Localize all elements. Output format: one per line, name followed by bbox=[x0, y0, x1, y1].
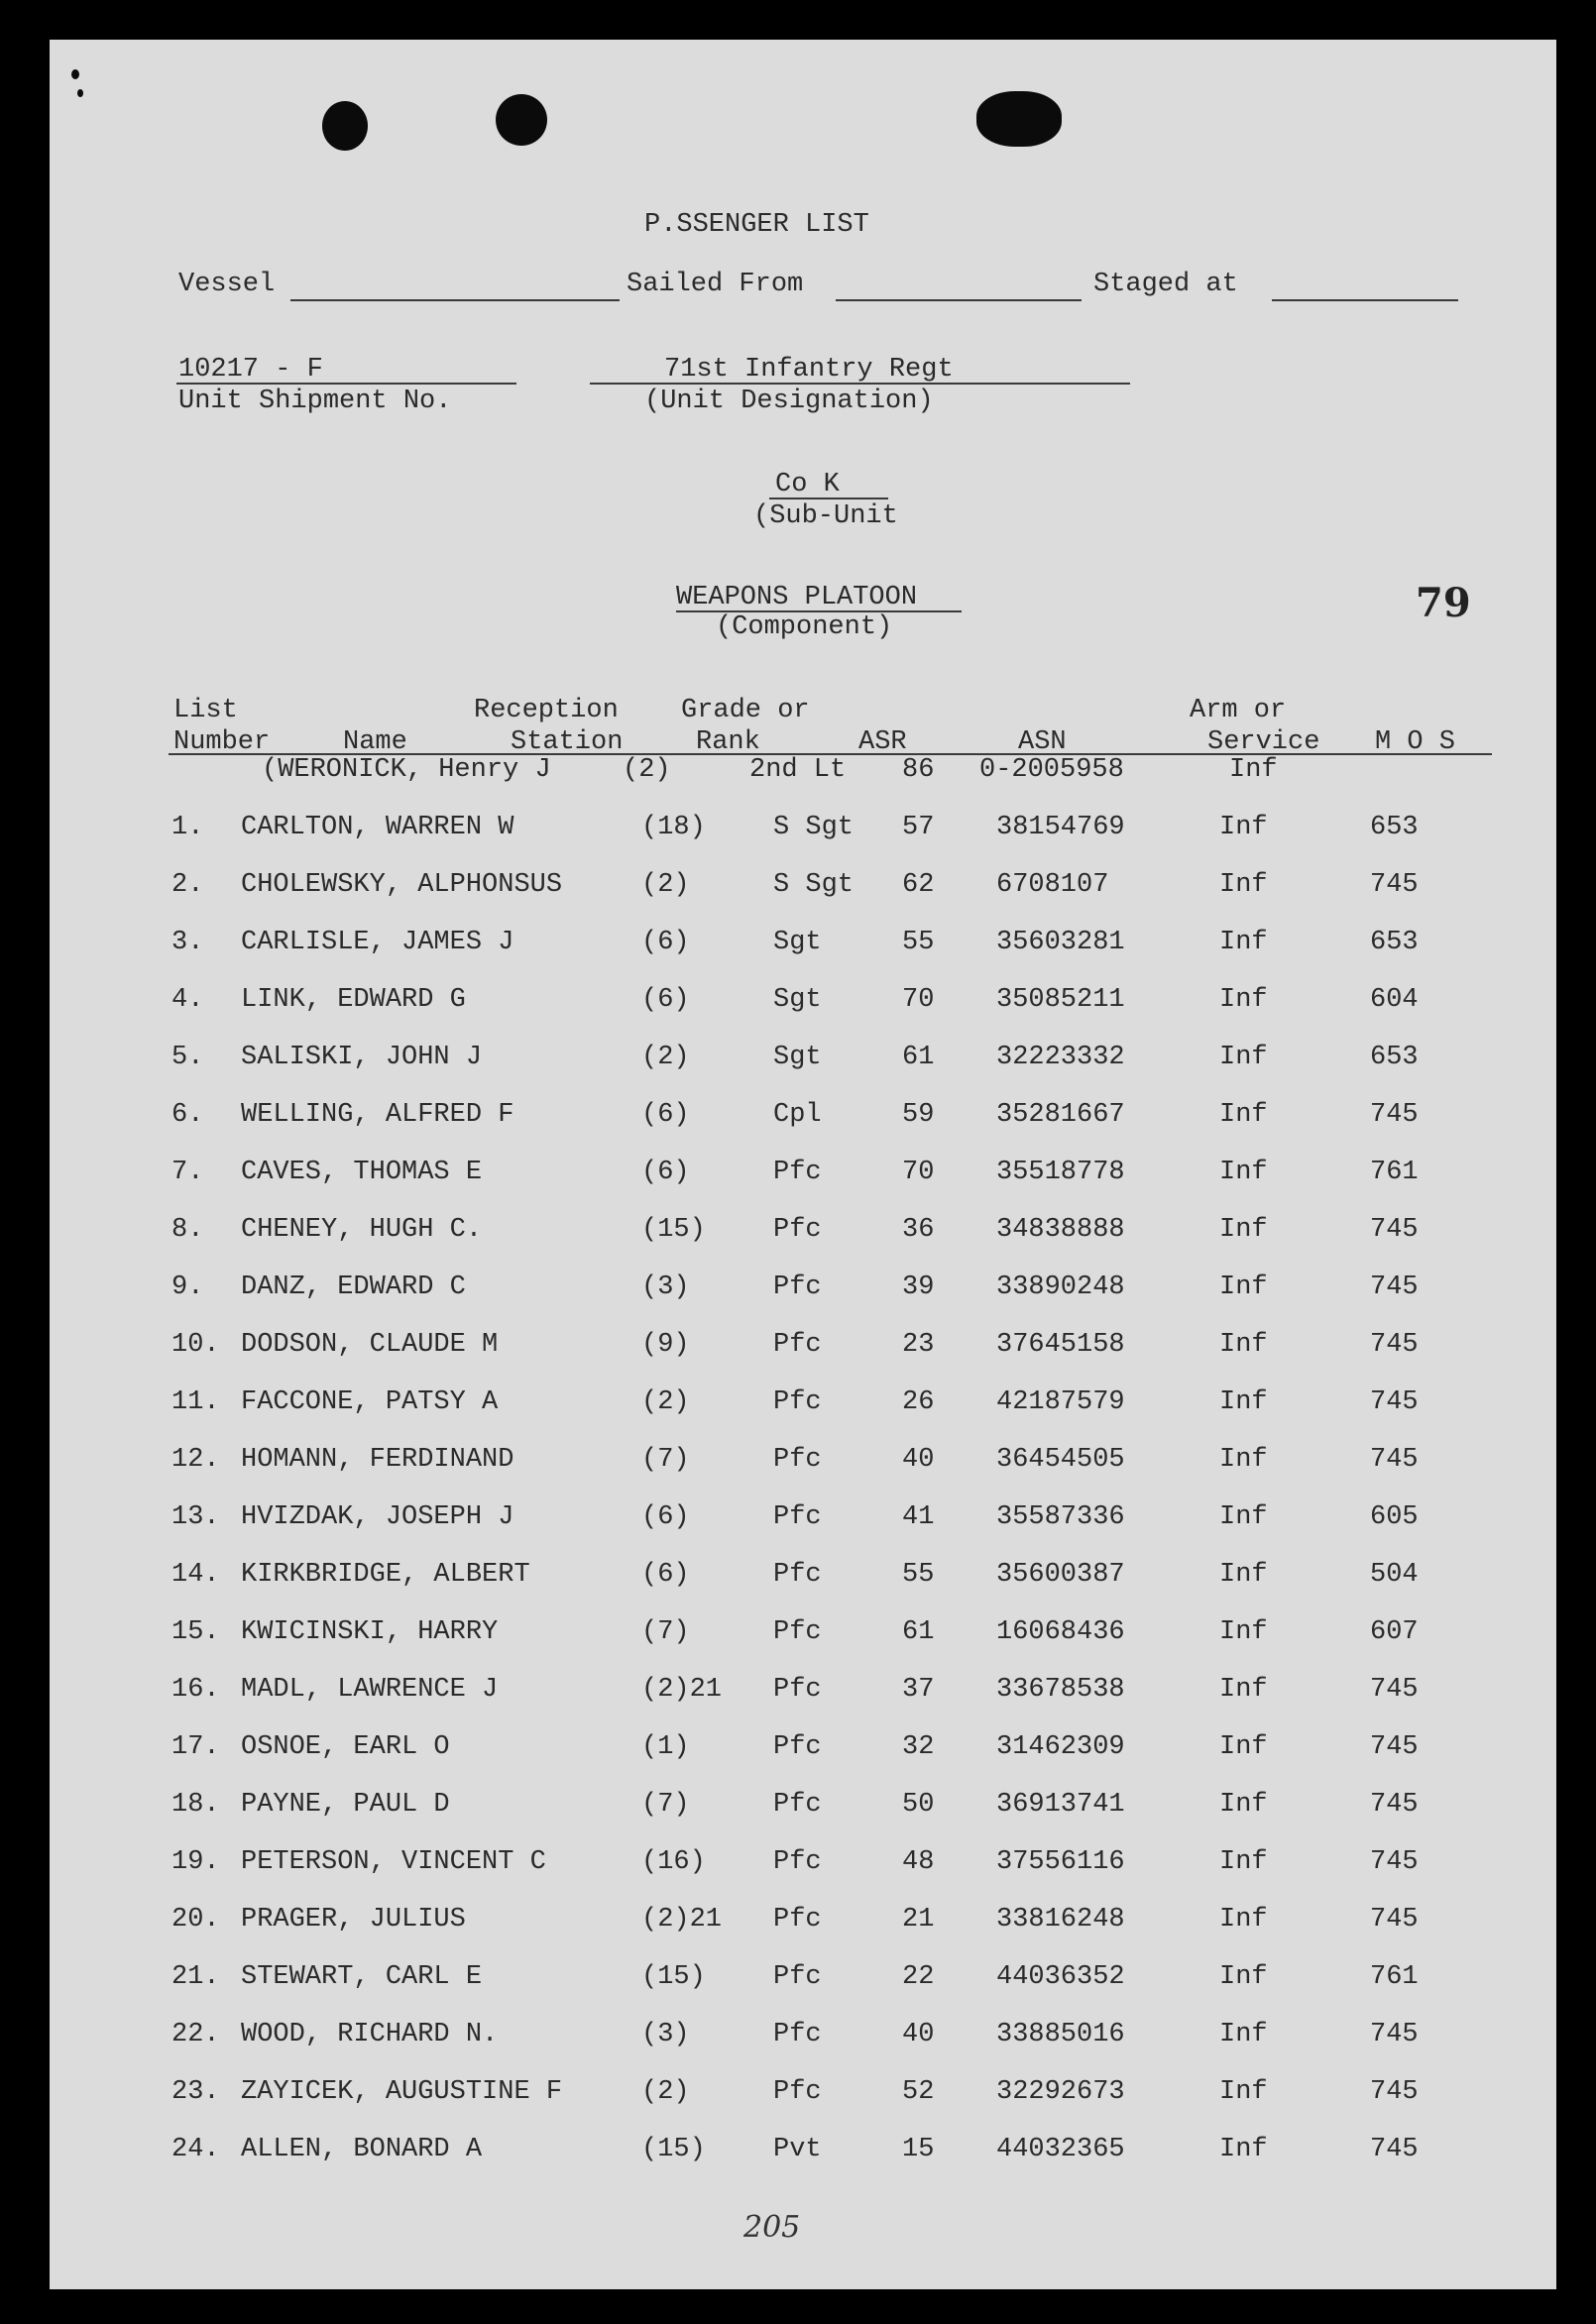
table-row bbox=[50, 1560, 1556, 1600]
arm-service: Inf bbox=[1219, 1790, 1268, 1820]
asr: 37 bbox=[902, 1675, 935, 1705]
header-asr: ASR bbox=[858, 727, 907, 757]
asn: 16068436 bbox=[996, 1617, 1125, 1647]
arm-service: Inf bbox=[1219, 1215, 1268, 1245]
grade: Sgt bbox=[773, 1043, 822, 1072]
asr: 59 bbox=[902, 1100, 935, 1130]
passenger-name: CARLISLE, JAMES J bbox=[241, 928, 514, 957]
grade: Pfc bbox=[773, 1215, 822, 1245]
unit-designation-value: 71st Infantry Regt bbox=[664, 355, 954, 385]
unit-designation-line bbox=[590, 383, 1130, 385]
passenger-name: LINK, EDWARD G bbox=[241, 985, 466, 1015]
asn: 33816248 bbox=[996, 1905, 1125, 1935]
asr: 55 bbox=[902, 1560, 935, 1590]
reception-station: (2)21 bbox=[641, 1905, 723, 1935]
passenger-name: MADL, LAWRENCE J bbox=[241, 1675, 499, 1705]
asn: 37645158 bbox=[996, 1330, 1125, 1360]
asr: 22 bbox=[902, 1962, 935, 1992]
mos: 745 bbox=[1370, 1100, 1419, 1130]
passenger-name: OSNOE, EARL O bbox=[241, 1732, 450, 1762]
mos: 745 bbox=[1370, 1445, 1419, 1475]
arm-service: Inf bbox=[1219, 2020, 1268, 2049]
list-number: 8. bbox=[171, 1215, 204, 1245]
list-number: 4. bbox=[171, 985, 204, 1015]
reception-station: (6) bbox=[641, 1502, 690, 1532]
mos: 745 bbox=[1370, 2077, 1419, 2107]
passenger-name: PETERSON, VINCENT C bbox=[241, 1847, 546, 1877]
mos: 761 bbox=[1370, 1962, 1419, 1992]
arm-service: Inf bbox=[1219, 813, 1268, 842]
reception-station: (2)21 bbox=[641, 1675, 723, 1705]
mos: 745 bbox=[1370, 1732, 1419, 1762]
officer-arm: Inf bbox=[1229, 755, 1278, 785]
list-number: 18. bbox=[171, 1790, 220, 1820]
mos: 745 bbox=[1370, 1273, 1419, 1302]
asn: 38154769 bbox=[996, 813, 1125, 842]
passenger-name: DANZ, EDWARD C bbox=[241, 1273, 466, 1302]
sub-unit-line bbox=[769, 498, 888, 499]
reception-station: (2) bbox=[641, 870, 690, 900]
sailed-from-label: Sailed From bbox=[627, 270, 804, 299]
asr: 40 bbox=[902, 2020, 935, 2049]
grade: Pfc bbox=[773, 1675, 822, 1705]
arm-service: Inf bbox=[1219, 1387, 1268, 1417]
arm-service: Inf bbox=[1219, 1675, 1268, 1705]
list-number: 16. bbox=[171, 1675, 220, 1705]
officer-grade: 2nd Lt bbox=[749, 755, 847, 785]
arm-service: Inf bbox=[1219, 1158, 1268, 1187]
table-row bbox=[50, 1962, 1556, 2002]
asn: 35587336 bbox=[996, 1502, 1125, 1532]
asn: 36913741 bbox=[996, 1790, 1125, 1820]
header-grade-2: Rank bbox=[696, 727, 760, 757]
list-number: 19. bbox=[171, 1847, 220, 1877]
sub-unit-label: (Sub-Unit bbox=[753, 501, 898, 531]
grade: Pfc bbox=[773, 1560, 822, 1590]
reception-station: (15) bbox=[641, 1215, 706, 1245]
shipment-no-label: Unit Shipment No. bbox=[178, 387, 452, 416]
mos: 653 bbox=[1370, 928, 1419, 957]
asn: 44032365 bbox=[996, 2135, 1125, 2164]
table-row bbox=[50, 1732, 1556, 1772]
grade: Sgt bbox=[773, 928, 822, 957]
mos: 653 bbox=[1370, 1043, 1419, 1072]
reception-station: (7) bbox=[641, 1790, 690, 1820]
grade: Pfc bbox=[773, 1158, 822, 1187]
asn: 44036352 bbox=[996, 1962, 1125, 1992]
reception-station: (18) bbox=[641, 813, 706, 842]
asr: 50 bbox=[902, 1790, 935, 1820]
reception-station: (1) bbox=[641, 1732, 690, 1762]
grade: Pfc bbox=[773, 1905, 822, 1935]
asn: 33890248 bbox=[996, 1273, 1125, 1302]
reception-station: (15) bbox=[641, 2135, 706, 2164]
asr: 26 bbox=[902, 1387, 935, 1417]
mos: 504 bbox=[1370, 1560, 1419, 1590]
table-row bbox=[50, 2077, 1556, 2117]
table-row bbox=[50, 1790, 1556, 1829]
asr: 21 bbox=[902, 1905, 935, 1935]
document-page bbox=[50, 40, 1556, 2289]
grade: S Sgt bbox=[773, 870, 855, 900]
arm-service: Inf bbox=[1219, 1905, 1268, 1935]
arm-service: Inf bbox=[1219, 2135, 1268, 2164]
arm-service: Inf bbox=[1219, 1330, 1268, 1360]
list-number: 24. bbox=[171, 2135, 220, 2164]
reception-station: (6) bbox=[641, 985, 690, 1015]
list-number: 5. bbox=[171, 1043, 204, 1072]
list-number: 10. bbox=[171, 1330, 220, 1360]
header-arm-1: Arm or bbox=[1190, 696, 1287, 725]
table-row bbox=[50, 1502, 1556, 1542]
arm-service: Inf bbox=[1219, 1043, 1268, 1072]
reception-station: (2) bbox=[641, 1043, 690, 1072]
reception-station: (2) bbox=[641, 1387, 690, 1417]
asr: 36 bbox=[902, 1215, 935, 1245]
list-number: 3. bbox=[171, 928, 204, 957]
mos: 745 bbox=[1370, 1790, 1419, 1820]
list-number: 12. bbox=[171, 1445, 220, 1475]
table-row bbox=[50, 1215, 1556, 1255]
page-number: 79 bbox=[1416, 580, 1471, 626]
reception-station: (7) bbox=[641, 1445, 690, 1475]
arm-service: Inf bbox=[1219, 870, 1268, 900]
list-number: 21. bbox=[171, 1962, 220, 1992]
sailed-from-line bbox=[836, 299, 1082, 301]
header-reception-1: Reception bbox=[474, 696, 619, 725]
table-row bbox=[50, 2135, 1556, 2174]
reception-station: (6) bbox=[641, 1100, 690, 1130]
header-arm-2: Service bbox=[1207, 727, 1320, 757]
mos: 745 bbox=[1370, 1330, 1419, 1360]
reception-station: (3) bbox=[641, 2020, 690, 2049]
arm-service: Inf bbox=[1219, 1445, 1268, 1475]
passenger-name: PRAGER, JULIUS bbox=[241, 1905, 466, 1935]
table-row bbox=[50, 870, 1556, 910]
asn: 34838888 bbox=[996, 1215, 1125, 1245]
unit-designation-label: (Unit Designation) bbox=[644, 387, 934, 416]
table-row bbox=[50, 2020, 1556, 2059]
list-number: 15. bbox=[171, 1617, 220, 1647]
list-number: 6. bbox=[171, 1100, 204, 1130]
asn: 42187579 bbox=[996, 1387, 1125, 1417]
reception-station: (16) bbox=[641, 1847, 706, 1877]
asr: 41 bbox=[902, 1502, 935, 1532]
mos: 745 bbox=[1370, 870, 1419, 900]
arm-service: Inf bbox=[1219, 1100, 1268, 1130]
passenger-name: HVIZDAK, JOSEPH J bbox=[241, 1502, 514, 1532]
reception-station: (15) bbox=[641, 1962, 706, 1992]
arm-service: Inf bbox=[1219, 1502, 1268, 1532]
arm-service: Inf bbox=[1219, 1732, 1268, 1762]
list-number: 20. bbox=[171, 1905, 220, 1935]
asr: 61 bbox=[902, 1617, 935, 1647]
asr: 55 bbox=[902, 928, 935, 957]
component-label: (Component) bbox=[716, 612, 893, 642]
list-number: 13. bbox=[171, 1502, 220, 1532]
officer-row bbox=[50, 755, 1556, 795]
table-row bbox=[50, 1847, 1556, 1887]
asn: 35603281 bbox=[996, 928, 1125, 957]
grade: Pfc bbox=[773, 2077, 822, 2107]
table-row bbox=[50, 813, 1556, 852]
table-row bbox=[50, 1100, 1556, 1140]
asn: 35518778 bbox=[996, 1158, 1125, 1187]
asr: 23 bbox=[902, 1330, 935, 1360]
grade: Pfc bbox=[773, 1387, 822, 1417]
header-name: Name bbox=[343, 727, 407, 757]
list-number: 22. bbox=[171, 2020, 220, 2049]
list-number: 2. bbox=[171, 870, 204, 900]
sub-unit-value: Co K bbox=[775, 470, 840, 499]
asn: 33678538 bbox=[996, 1675, 1125, 1705]
component-value: WEAPONS PLATOON bbox=[676, 583, 918, 612]
asn: 32292673 bbox=[996, 2077, 1125, 2107]
mos: 653 bbox=[1370, 813, 1419, 842]
mos: 607 bbox=[1370, 1617, 1419, 1647]
asr: 62 bbox=[902, 870, 935, 900]
arm-service: Inf bbox=[1219, 985, 1268, 1015]
asr: 70 bbox=[902, 985, 935, 1015]
grade: Pfc bbox=[773, 1790, 822, 1820]
list-number: 1. bbox=[171, 813, 204, 842]
mos: 745 bbox=[1370, 1675, 1419, 1705]
mos: 745 bbox=[1370, 1847, 1419, 1877]
mos: 745 bbox=[1370, 1905, 1419, 1935]
header-list-2: Number bbox=[173, 727, 271, 757]
asn: 36454505 bbox=[996, 1445, 1125, 1475]
reception-station: (6) bbox=[641, 1158, 690, 1187]
ink-speck bbox=[71, 69, 79, 79]
passenger-name: CHOLEWSKY, ALPHONSUS bbox=[241, 870, 563, 900]
asn: 35281667 bbox=[996, 1100, 1125, 1130]
table-row bbox=[50, 1387, 1556, 1427]
asr: 70 bbox=[902, 1158, 935, 1187]
asn: 32223332 bbox=[996, 1043, 1125, 1072]
officer-station: (2) bbox=[623, 755, 671, 785]
passenger-name: CHENEY, HUGH C. bbox=[241, 1215, 483, 1245]
passenger-name: PAYNE, PAUL D bbox=[241, 1790, 450, 1820]
header-mos: M O S bbox=[1375, 727, 1456, 757]
grade: Pfc bbox=[773, 1732, 822, 1762]
mos: 761 bbox=[1370, 1158, 1419, 1187]
grade: Pfc bbox=[773, 1273, 822, 1302]
header-list-1: List bbox=[173, 696, 238, 725]
table-row bbox=[50, 985, 1556, 1025]
asn: 33885016 bbox=[996, 2020, 1125, 2049]
asn: 31462309 bbox=[996, 1732, 1125, 1762]
officer-asr: 86 bbox=[902, 755, 935, 785]
passenger-name: WOOD, RICHARD N. bbox=[241, 2020, 499, 2049]
grade: Pfc bbox=[773, 1617, 822, 1647]
passenger-name: SALISKI, JOHN J bbox=[241, 1043, 483, 1072]
reception-station: (3) bbox=[641, 1273, 690, 1302]
arm-service: Inf bbox=[1219, 1962, 1268, 1992]
mos: 745 bbox=[1370, 1215, 1419, 1245]
reception-station: (2) bbox=[641, 2077, 690, 2107]
punch-hole-left bbox=[322, 101, 368, 151]
asn: 35085211 bbox=[996, 985, 1125, 1015]
arm-service: Inf bbox=[1219, 1617, 1268, 1647]
list-number: 14. bbox=[171, 1560, 220, 1590]
reception-station: (7) bbox=[641, 1617, 690, 1647]
header-asn: ASN bbox=[1018, 727, 1067, 757]
asr: 32 bbox=[902, 1732, 935, 1762]
passenger-name: ZAYICEK, AUGUSTINE F bbox=[241, 2077, 563, 2107]
table-row bbox=[50, 1330, 1556, 1370]
reception-station: (6) bbox=[641, 928, 690, 957]
passenger-name: HOMANN, FERDINAND bbox=[241, 1445, 514, 1475]
asn: 35600387 bbox=[996, 1560, 1125, 1590]
header-grade-1: Grade or bbox=[681, 696, 810, 725]
passenger-name: DODSON, CLAUDE M bbox=[241, 1330, 499, 1360]
officer-name: (WERONICK, Henry J bbox=[262, 755, 551, 785]
grade: Pfc bbox=[773, 1330, 822, 1360]
arm-service: Inf bbox=[1219, 928, 1268, 957]
grade: Pfc bbox=[773, 1962, 822, 1992]
list-number: 7. bbox=[171, 1158, 204, 1187]
grade: Cpl bbox=[773, 1100, 822, 1130]
passenger-name: KIRKBRIDGE, ALBERT bbox=[241, 1560, 530, 1590]
table-row bbox=[50, 1617, 1556, 1657]
mos: 605 bbox=[1370, 1502, 1419, 1532]
arm-service: Inf bbox=[1219, 1273, 1268, 1302]
grade: Pfc bbox=[773, 2020, 822, 2049]
page-title: P.SSENGER LIST bbox=[644, 210, 869, 240]
reception-station: (6) bbox=[641, 1560, 690, 1590]
grade: Pfc bbox=[773, 1847, 822, 1877]
table-row bbox=[50, 1043, 1556, 1082]
passenger-name: FACCONE, PATSY A bbox=[241, 1387, 499, 1417]
table-row bbox=[50, 928, 1556, 967]
vessel-label: Vessel bbox=[178, 270, 276, 299]
header-reception-2: Station bbox=[511, 727, 624, 757]
staged-at-line bbox=[1272, 299, 1458, 301]
passenger-name: WELLING, ALFRED F bbox=[241, 1100, 514, 1130]
staged-at-label: Staged at bbox=[1093, 270, 1238, 299]
table-row bbox=[50, 1445, 1556, 1485]
mos: 604 bbox=[1370, 985, 1419, 1015]
asr: 57 bbox=[902, 813, 935, 842]
vessel-line bbox=[290, 299, 620, 301]
passenger-name: CARLTON, WARREN W bbox=[241, 813, 514, 842]
asr: 61 bbox=[902, 1043, 935, 1072]
shipment-no-line bbox=[176, 383, 516, 385]
mos: 745 bbox=[1370, 2020, 1419, 2049]
punch-hole-right bbox=[976, 91, 1062, 147]
table-row bbox=[50, 1905, 1556, 1944]
grade: S Sgt bbox=[773, 813, 855, 842]
ink-speck bbox=[77, 89, 83, 97]
arm-service: Inf bbox=[1219, 1560, 1268, 1590]
punch-hole-center bbox=[496, 94, 547, 146]
asr: 48 bbox=[902, 1847, 935, 1877]
mos: 745 bbox=[1370, 1387, 1419, 1417]
grade: Pvt bbox=[773, 2135, 822, 2164]
asn: 37556116 bbox=[996, 1847, 1125, 1877]
grade: Pfc bbox=[773, 1445, 822, 1475]
grade: Pfc bbox=[773, 1502, 822, 1532]
table-row bbox=[50, 1158, 1556, 1197]
asr: 40 bbox=[902, 1445, 935, 1475]
passenger-name: CAVES, THOMAS E bbox=[241, 1158, 483, 1187]
asr: 39 bbox=[902, 1273, 935, 1302]
arm-service: Inf bbox=[1219, 1847, 1268, 1877]
table-row bbox=[50, 1273, 1556, 1312]
asr: 52 bbox=[902, 2077, 935, 2107]
shipment-no-value: 10217 - F bbox=[178, 355, 323, 385]
passenger-name: KWICINSKI, HARRY bbox=[241, 1617, 499, 1647]
grade: Sgt bbox=[773, 985, 822, 1015]
arm-service: Inf bbox=[1219, 2077, 1268, 2107]
asr: 15 bbox=[902, 2135, 935, 2164]
list-number: 11. bbox=[171, 1387, 220, 1417]
mos: 745 bbox=[1370, 2135, 1419, 2164]
list-number: 23. bbox=[171, 2077, 220, 2107]
officer-asn: 0-2005958 bbox=[979, 755, 1124, 785]
asn: 6708107 bbox=[996, 870, 1109, 900]
list-number: 17. bbox=[171, 1732, 220, 1762]
handwritten-note: 205 bbox=[743, 2210, 801, 2245]
passenger-name: ALLEN, BONARD A bbox=[241, 2135, 483, 2164]
passenger-name: STEWART, CARL E bbox=[241, 1962, 483, 1992]
table-row bbox=[50, 1675, 1556, 1715]
reception-station: (9) bbox=[641, 1330, 690, 1360]
list-number: 9. bbox=[171, 1273, 204, 1302]
